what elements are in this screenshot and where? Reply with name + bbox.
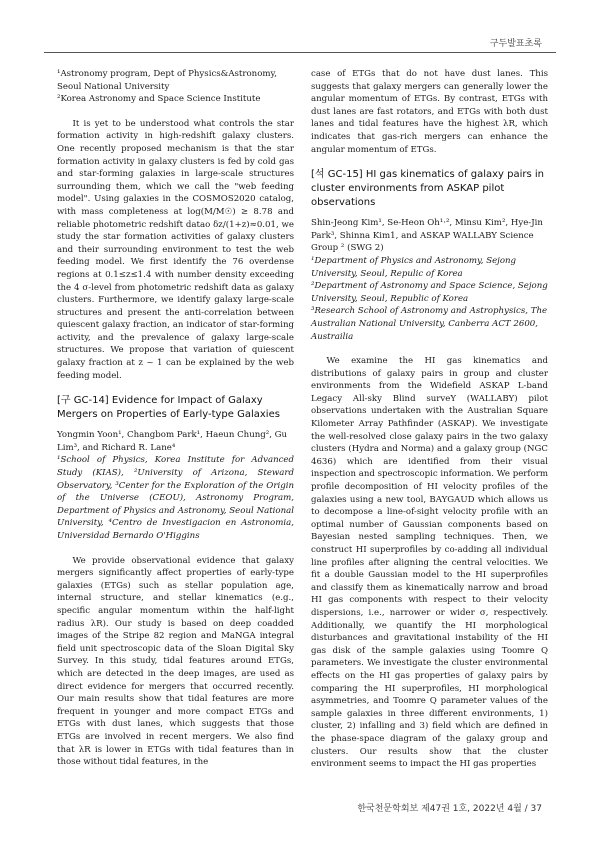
page-footer: 한국천문학회보 제47권 1호, 2022년 4월 / 37 <box>357 804 542 814</box>
gc14-affiliations: ¹School of Physics, Korea Institute for Advanced Study (KIAS), ²University of Arizona, Steward Observatory, ³Center for the Exploration of the Origin of the Universe (CEOU), Astronomy Program, Department of Physics and Astronomy, Seoul National University, ⁴Centro de Investigacion en Astronomia, Universidad Bernardo O'Higgins <box>57 455 294 541</box>
gc14-abstract-continued: case of ETGs that do not have dust lanes. This suggests that galaxy mergers can generally lower the angular momentum of ETGs. By contrast, ETGs with dust lanes are fast rotators, and ETGs with both dust lanes and tidal features have the highest λR, which indicates that gas-rich mergers can enhance the angular momentum of ETGs. <box>311 69 548 155</box>
header-rule <box>44 52 556 53</box>
running-header: 구두발표초록 <box>489 39 542 49</box>
prev-affiliation-1: ¹Astronomy program, Dept of Physics&Astronomy, Seoul National University <box>57 69 277 92</box>
gc15-abstract: We examine the HI gas kinematics and distributions of galaxy pairs in group and cluster environments from the Widefield ASKAP L-band Legacy All-sky Blind surveY (WALLABY) pilot observations undertaken with the Australian Square Kilometer Array Pathfinder (ASKAP). We investigate the well-resolved close galaxy pairs in the two galaxy clusters (Hydra and Norma) and a galaxy group (NGC 4636) which are identified from their visual inspection and spectroscopic information. We perform profile decomposition of HI velocity profiles of the galaxies using a new tool, BAYGAUD which allows us to decompose a line-of-sight velocity profile with an optimal number of Gaussian components based on Bayesian nested sampling techniques. Then, we construct HI superprofiles by co-adding all individual line profiles after aligning the central velocities. We fit a double Gaussian model to the HI superprofiles and classify them as kinematically narrow and broad HI gas components with respect to their velocity dispersions, i.e., narrower or wider σ, respectively. Additionally, we quantify the HI morphological disturbances and gravitational instability of the HI gas disk of the sample galaxies using Toomre Q parameters. We investigate the cluster environmental effects on the HI gas properties of galaxy pairs by comparing the HI superprofiles, HI morphological asymmetries, and Toomre Q parameter values of the sample galaxies in three different environments, 1) cluster, 2) infalling and 3) field which are defined in the phase-space diagram of the galaxy group and clusters. Our results show that the cluster environment seems to impact the HI gas properties <box>311 356 549 770</box>
left-column <box>57 68 294 769</box>
gc15-authors: Shin-Jeong Kim¹, Se-Heon Oh¹·², Minsu Kim², Hye-Jin Park³, Shinna Kim1, and ASKAP WALLABY Science Group ² (SWG 2) <box>311 218 543 254</box>
gc15-affiliation-1: ¹Department of Physics and Astronomy, Sejong University, Seoul, Repulic of Korea <box>311 255 517 279</box>
right-column <box>311 68 548 771</box>
gc15-title: [석 GC-15] HI gas kinematics of galaxy pairs in cluster environments from ASKAP pilot observations <box>311 169 544 209</box>
gc15-affiliation-2: ²Department of Astronomy and Space Science, Sejong University, Seoul, Republic of Korea <box>311 281 548 304</box>
gc15-affiliation-3: ³Research School of Astronomy and Astrophysics, The Australian National University, Canberra ACT 2600, Austrailia <box>311 306 548 342</box>
gc14-authors: Yongmin Yoon¹, Changbom Park¹, Haeun Chung², Gu Lim³, and Richard R. Lane⁴ <box>57 430 288 453</box>
prev-affiliation-2: ²Korea Astronomy and Space Science Institute <box>57 94 261 105</box>
gc14-title: [구 GC-14] Evidence for Impact of Galaxy Mergers on Properties of Early-type Galaxies <box>57 395 280 421</box>
prev-abstract: It is yet to be understood what controls the star formation activity in high-redshift galaxy clusters. One recently proposed mechanism is that the star formation activity in galaxy clusters is fed by cold gas and star-forming galaxies in large-scale structures surrounding them, which we call the "web feeding model". Using galaxies in the COSMOS2020 catalog, with mass completeness at log(M/M☉) ≥ 8.78 and reliable photometric redshift datao δz/(1+z)≈0.01, we study the star formation activities of galaxy clusters and their surrounding environment to test the web feeding model. We first identify the 76 overdense regions at 0.1≤z≤1.4 with number density exceeding the 4 σ-level from photometric redshift data as galaxy clusters. Furthermore, we identify galaxy large-scale structures and present the anti-correlation between quiescent galaxy fraction, an indicator of star-forming activity, and the prevalence of galaxy large-scale structures. We propose that variation of quiescent galaxy fraction at z ~ 1 can be explained by the web feeding model. <box>57 118 294 381</box>
gc14-abstract: We provide observational evidence that galaxy mergers significantly affect properties of early-type galaxies (ETGs) such as stellar population age, internal structure, and stellar kinematics (e.g., specific angular momentum within the half-light radius λR). Our study is based on deep coadded images of the Stripe 82 region and MaNGA integral field unit spectroscopic data of the Sloan Digital Sky Survey. In this study, tidal features around ETGs, which are detected in the deep images, are used as direct evidence for mergers that occurred recently. Our main results show that tidal features are more frequent in younger and more compact ETGs and ETGs with dust lanes, which suggests that those ETGs are involved in recent mergers. We also find that λR is lower in ETGs with tidal features than in those without tidal features, in the <box>57 555 294 768</box>
